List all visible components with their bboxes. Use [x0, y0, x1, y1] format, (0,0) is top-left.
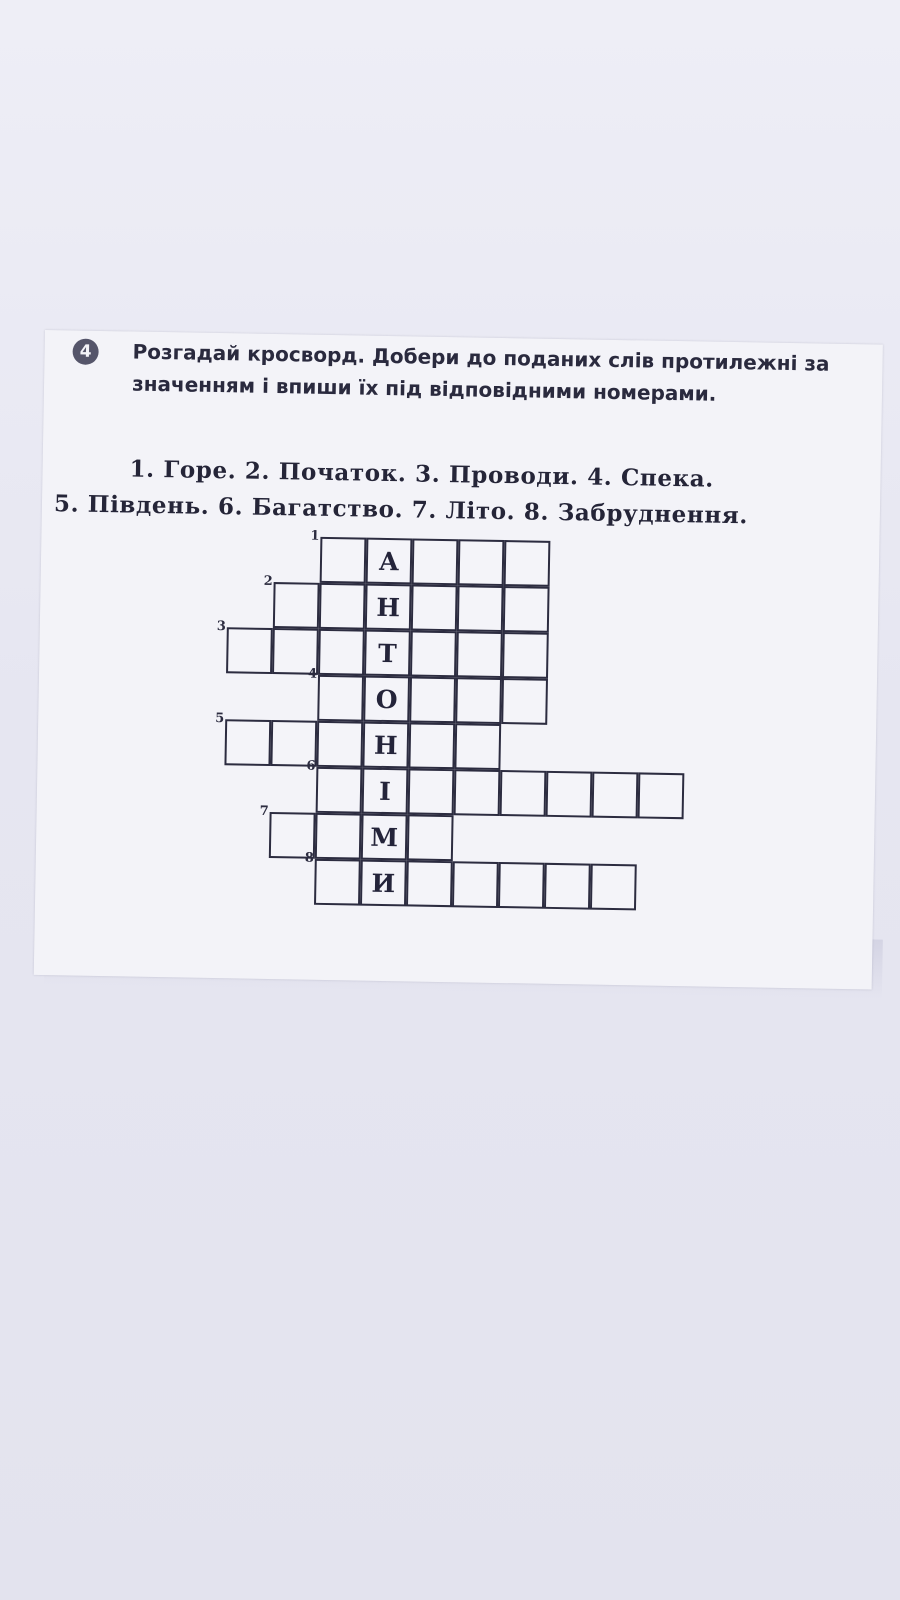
answer-cell[interactable]: [273, 582, 320, 629]
answer-cell[interactable]: [319, 583, 366, 630]
answer-cell[interactable]: [457, 585, 504, 632]
row-number-4: 4: [307, 666, 318, 682]
key-letter-cell: М: [361, 814, 408, 861]
row-number-6: 6: [306, 758, 316, 774]
answer-cell[interactable]: [500, 770, 547, 817]
answer-cell[interactable]: [315, 813, 362, 860]
row-number-7: 7: [259, 803, 269, 819]
row-number-1: 1: [310, 528, 320, 544]
key-letter-cell: А: [366, 538, 413, 585]
answer-cell[interactable]: [411, 584, 458, 631]
clue-list: [54, 450, 865, 536]
answer-cell[interactable]: [406, 860, 453, 907]
answer-cell[interactable]: [409, 676, 456, 723]
row-number-8: 8: [304, 850, 314, 866]
clue-line-1: 1. Горе. 2. Початок. 3. Проводи. 4. Спека.: [129, 455, 715, 493]
answer-cell[interactable]: [501, 678, 548, 725]
answer-cell[interactable]: [316, 767, 363, 814]
answer-cell[interactable]: [224, 719, 271, 766]
key-letter-cell: О: [363, 676, 410, 723]
answer-cell[interactable]: [408, 768, 455, 815]
answer-cell[interactable]: [498, 862, 545, 909]
answer-cell[interactable]: [546, 771, 593, 818]
answer-cell[interactable]: [316, 721, 363, 768]
answer-cell[interactable]: [454, 769, 501, 816]
answer-cell[interactable]: [410, 630, 457, 677]
answer-cell[interactable]: [407, 814, 454, 861]
answer-cell[interactable]: [412, 538, 459, 585]
row-number-5: 5: [215, 711, 225, 727]
answer-cell[interactable]: [502, 632, 549, 679]
answer-cell[interactable]: [544, 863, 591, 910]
crossword-grid: [34, 330, 883, 990]
answer-cell[interactable]: [456, 631, 503, 678]
answer-cell[interactable]: [590, 864, 637, 911]
answer-cell[interactable]: [458, 539, 505, 586]
clue-line-2: 5. Південь. 6. Багатство. 7. Літо. 8. Забруднення.: [53, 490, 749, 530]
answer-cell[interactable]: [270, 720, 317, 767]
answer-cell[interactable]: [272, 628, 319, 675]
task-number-badge: 4: [72, 338, 98, 364]
answer-cell[interactable]: [503, 586, 550, 633]
answer-cell[interactable]: [408, 722, 455, 769]
row-number-3: 3: [216, 619, 227, 635]
textbook-clipping: [34, 330, 883, 990]
key-letter-cell: И: [360, 860, 407, 907]
key-letter-cell: І: [362, 768, 409, 815]
answer-cell[interactable]: [320, 537, 367, 584]
answer-cell[interactable]: [592, 772, 639, 819]
answer-cell[interactable]: [269, 812, 316, 859]
answer-cell[interactable]: [452, 861, 499, 908]
key-letter-cell: Н: [365, 584, 412, 631]
answer-cell[interactable]: [454, 723, 501, 770]
answer-cell[interactable]: [314, 859, 361, 906]
answer-cell[interactable]: [638, 772, 685, 819]
key-letter-cell: Т: [364, 630, 411, 677]
task-instruction: Розгадай кросворд. Добери до поданих слів протилежні за значенням і впиши їх під відповідними номерами.: [131, 339, 830, 406]
answer-cell[interactable]: [318, 629, 365, 676]
answer-cell[interactable]: [226, 627, 273, 674]
answer-cell[interactable]: [504, 540, 551, 587]
answer-cell[interactable]: [455, 677, 502, 724]
key-letter-cell: Н: [362, 722, 409, 769]
row-number-2: 2: [263, 573, 273, 590]
answer-cell[interactable]: [317, 675, 364, 722]
